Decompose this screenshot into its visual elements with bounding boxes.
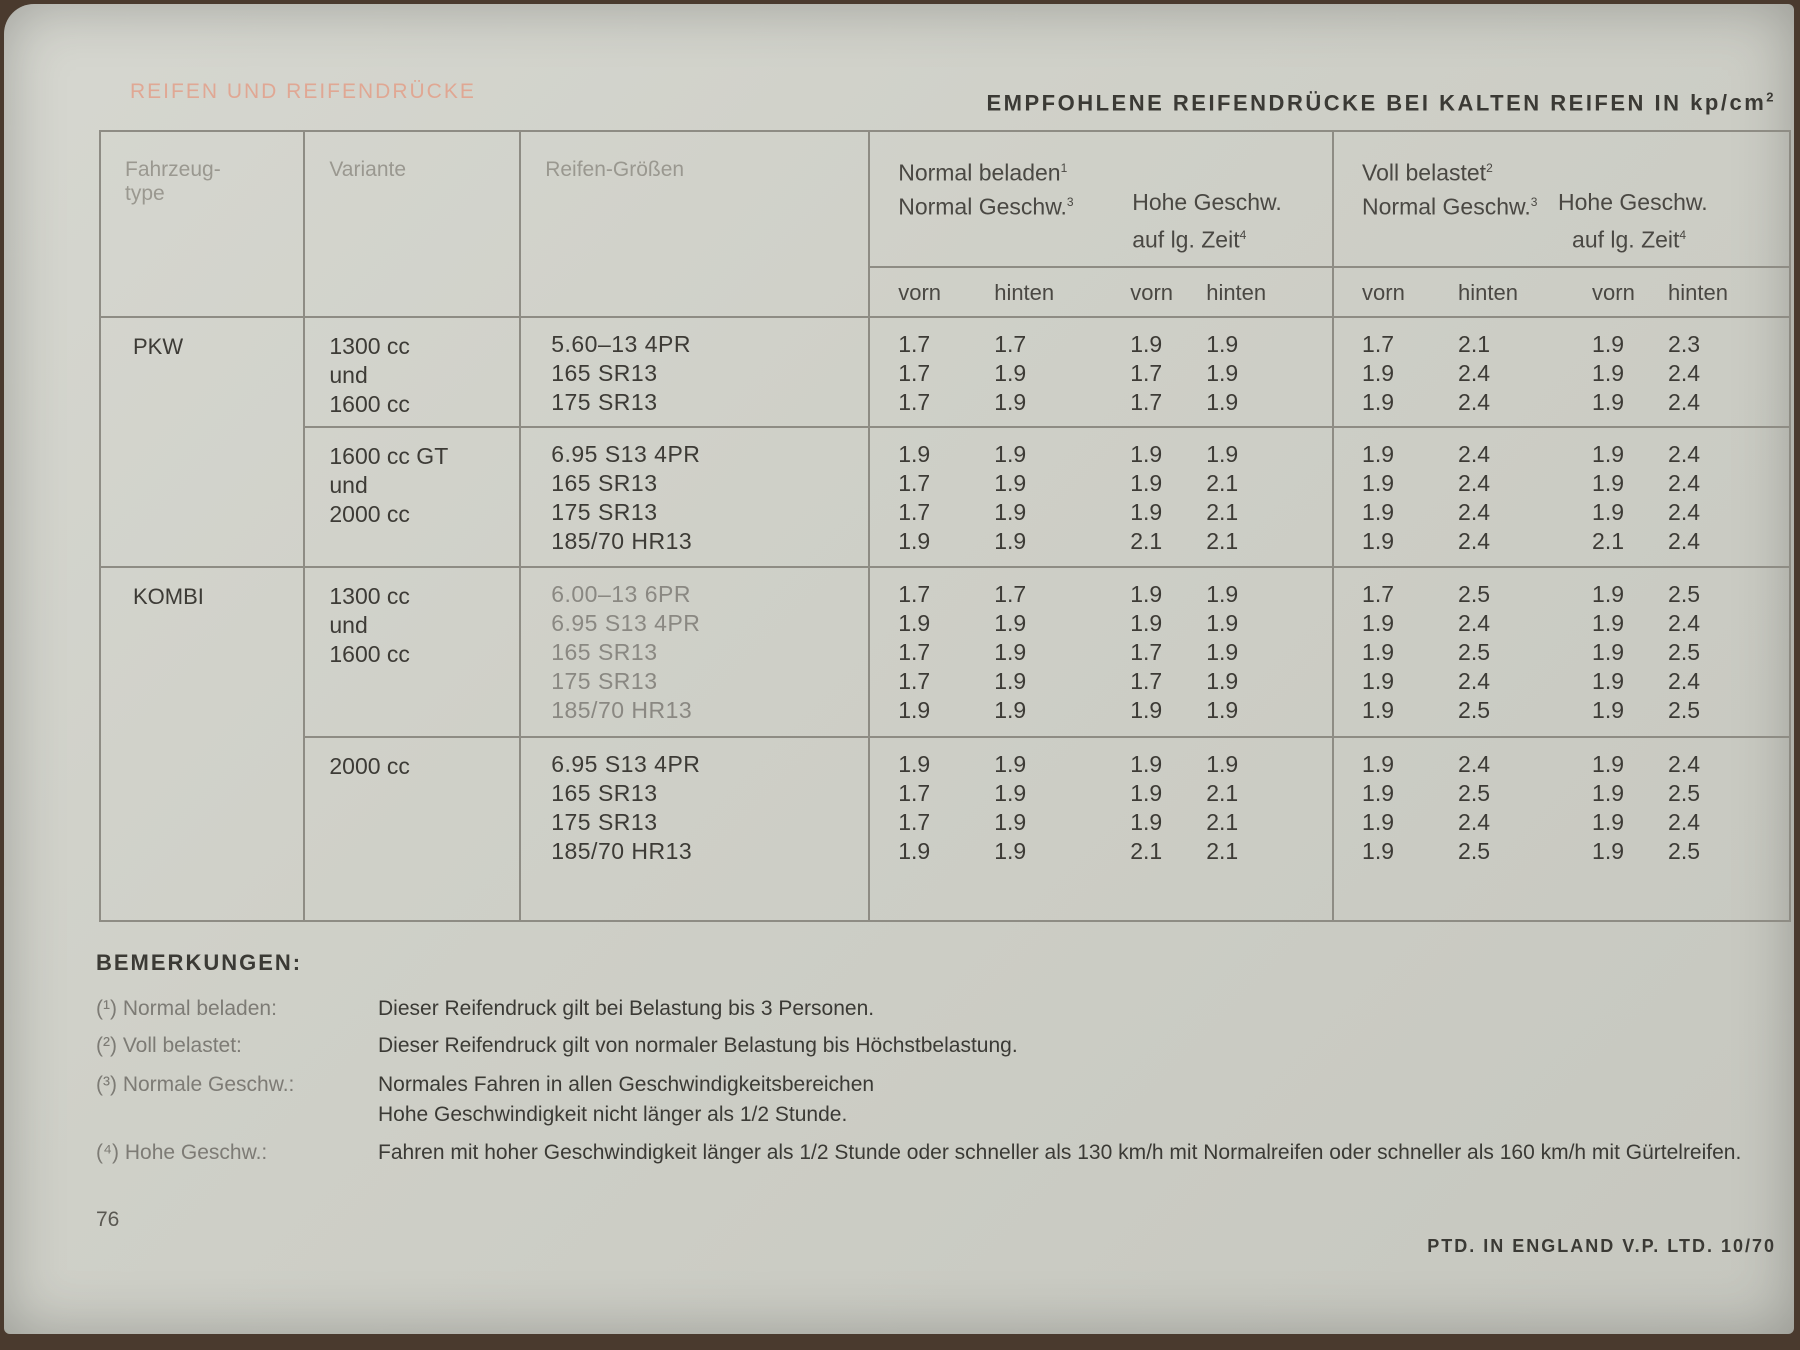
front-pressure: 1.9: [1130, 331, 1163, 357]
rear-pressure: 2.4: [1668, 528, 1701, 554]
remark-key: (²) Voll belastet:: [96, 1034, 242, 1057]
front-pressure: 1.7: [898, 331, 931, 357]
pressure-row: [898, 359, 1332, 388]
front-pressure: 1.7: [898, 581, 931, 607]
front-pressure: 1.9: [1362, 499, 1395, 525]
rear-pressure: 1.9: [1206, 441, 1239, 467]
front-pressure: 1.9: [1130, 470, 1163, 496]
tire-size: 5.60–13 4PR: [551, 331, 691, 357]
rear-pressure: 2.4: [1458, 360, 1491, 386]
rear-pressure: 2.1: [1206, 499, 1239, 525]
rear-pressure: 2.4: [1668, 809, 1701, 835]
pressure-row: [898, 779, 1332, 808]
rear-pressure: 1.9: [994, 697, 1027, 723]
front-pressure: 1.9: [1130, 610, 1163, 636]
tire-size: 185/70 HR13: [551, 697, 693, 723]
front-pressure: 1.9: [1362, 809, 1395, 835]
rear-pressure: 1.9: [994, 499, 1027, 525]
rear-pressure: 1.7: [994, 581, 1027, 607]
rear-pressure: 2.4: [1458, 751, 1491, 777]
pressure-row: [898, 750, 1332, 779]
front-pressure: 1.9: [1592, 470, 1625, 496]
rear-pressure: 2.4: [1458, 610, 1491, 636]
front-pressure: 1.9: [1362, 639, 1395, 665]
front-pressure: 1.7: [898, 639, 931, 665]
front-pressure: 1.9: [1130, 441, 1163, 467]
rear-pressure: 2.4: [1458, 441, 1491, 467]
full-load-values: [1333, 427, 1790, 567]
header-variant: Variante: [304, 131, 520, 317]
front-pressure: 1.9: [898, 697, 931, 723]
rear-pressure: 2.5: [1458, 581, 1491, 607]
tire-size: 165 SR13: [551, 780, 658, 806]
pressure-row: [1362, 388, 1789, 417]
rear-pressure: 1.9: [1206, 389, 1239, 415]
rear-pressure: 2.5: [1458, 697, 1491, 723]
pressure-row: [1362, 837, 1789, 866]
rear-pressure: 1.9: [1206, 697, 1239, 723]
remark-key: (¹) Normal beladen:: [96, 997, 277, 1020]
rear-pressure: 2.1: [1206, 809, 1239, 835]
rear-pressure: 1.9: [994, 838, 1027, 864]
pressure-row: [898, 469, 1332, 498]
rear-pressure: 1.9: [1206, 610, 1239, 636]
pressure-row: [898, 609, 1332, 638]
rear-pressure: 1.9: [994, 389, 1027, 415]
rear-pressure: 1.9: [1206, 360, 1239, 386]
pressure-row: [898, 837, 1332, 866]
front-pressure: 1.7: [898, 360, 931, 386]
pressure-row: [1362, 609, 1789, 638]
front-pressure: 1.9: [1592, 331, 1625, 357]
pressure-row: [1362, 580, 1789, 609]
remark-item: [96, 1031, 1798, 1061]
pressure-row: [898, 580, 1332, 609]
tire-size: 165 SR13: [551, 470, 658, 496]
front-pressure: 1.9: [1362, 668, 1395, 694]
front-pressure: 2.1: [1130, 838, 1163, 864]
remark-key: (³) Normale Geschw.:: [96, 1073, 295, 1096]
pressure-row: [898, 388, 1332, 417]
front-pressure: 1.9: [1592, 610, 1625, 636]
remark-item: [96, 1138, 1798, 1168]
front-pressure: 1.9: [898, 441, 931, 467]
rear-pressure: 1.9: [994, 441, 1027, 467]
normal-load-values: [869, 317, 1333, 427]
front-pressure: 1.7: [1130, 360, 1163, 386]
tire-size: 175 SR13: [551, 499, 658, 525]
tire-size: 175 SR13: [551, 668, 658, 694]
rear-pressure: 2.4: [1458, 470, 1491, 496]
tire-sizes-cell: [520, 567, 869, 737]
header-fully-loaded: Voll belastet$^2$ Normal Geschw.$^3$ Hohe Geschw. auf lg. Zeit$^4$: [1333, 131, 1790, 267]
rear-pressure: 1.9: [994, 639, 1027, 665]
rear-pressure: 2.4: [1668, 499, 1701, 525]
front-pressure: 1.7: [1130, 668, 1163, 694]
front-pressure: 1.9: [1592, 751, 1625, 777]
front-pressure: 1.9: [1362, 389, 1395, 415]
header-normal-loaded: Normal beladen$^1$ Normal Geschw.$^3$ Hohe Geschw. auf lg. Zeit$^4$: [869, 131, 1333, 267]
remark-text: Fahren mit hoher Geschwindigkeit länger als 1/2 Stunde oder schneller als 130 km/h mit Normalreifen oder schneller als 160 km/h mit Gürtelreifen.: [378, 1141, 1742, 1164]
rear-pressure: 1.9: [994, 809, 1027, 835]
front-pressure: 1.7: [898, 809, 931, 835]
rear-pressure: 1.7: [994, 331, 1027, 357]
rear-pressure: 2.4: [1458, 668, 1491, 694]
variant-cell: 2000 cc: [304, 737, 520, 921]
front-pressure: 1.9: [1362, 751, 1395, 777]
tire-size: 6.95 S13 4PR: [551, 610, 701, 636]
pressure-row: [1362, 779, 1789, 808]
front-pressure: 1.9: [1362, 610, 1395, 636]
pressure-row: [1362, 667, 1789, 696]
rear-pressure: 2.4: [1668, 389, 1701, 415]
rear-pressure: 1.9: [994, 668, 1027, 694]
printer-footer: PTD. IN ENGLAND V.P. LTD. 10/70: [1427, 1236, 1776, 1256]
pressure-row: [898, 498, 1332, 527]
manual-page: [4, 4, 1794, 1334]
pressure-row: [898, 638, 1332, 667]
table-body: [100, 317, 1790, 921]
front-pressure: 1.7: [1130, 389, 1163, 415]
rear-pressure: 1.9: [1206, 331, 1239, 357]
section-title: REIFEN UND REIFENDRÜCKE: [130, 80, 476, 103]
pressure-row: [1362, 750, 1789, 779]
header-tire-sizes: Reifen-Größen: [520, 131, 869, 317]
pressure-row: [1362, 808, 1789, 837]
front-pressure: 1.9: [1362, 697, 1395, 723]
tire-size: 185/70 HR13: [551, 528, 693, 554]
front-pressure: 1.7: [1362, 581, 1395, 607]
front-pressure: 1.9: [1592, 780, 1625, 806]
vehicle-type-pkw: PKW: [100, 317, 304, 567]
pressure-row: [1362, 696, 1789, 725]
front-pressure: 1.9: [1592, 697, 1625, 723]
front-pressure: 1.9: [1130, 697, 1163, 723]
rear-pressure: 1.9: [994, 470, 1027, 496]
front-pressure: 1.9: [898, 610, 931, 636]
tire-size: 165 SR13: [551, 360, 658, 386]
rear-pressure: 2.4: [1668, 470, 1701, 496]
page-number: 76: [96, 1208, 120, 1231]
rear-pressure: 2.1: [1206, 838, 1239, 864]
front-pressure: 1.9: [1592, 499, 1625, 525]
front-pressure: 1.9: [1130, 809, 1163, 835]
front-pressure: 1.9: [1362, 360, 1395, 386]
front-pressure: 1.7: [898, 389, 931, 415]
table-row: [100, 317, 1790, 427]
pressure-row: [1362, 498, 1789, 527]
table-row: [100, 427, 1790, 567]
rear-pressure: 1.9: [1206, 668, 1239, 694]
rear-pressure: 2.3: [1668, 331, 1701, 357]
remarks-title: BEMERKUNGEN:: [96, 950, 303, 975]
rear-pressure: 2.4: [1458, 809, 1491, 835]
full-load-values: [1333, 737, 1790, 921]
front-pressure: 1.9: [1130, 780, 1163, 806]
front-pressure: 1.7: [1362, 331, 1395, 357]
front-pressure: 1.9: [898, 838, 931, 864]
variant-cell: 1300 cc und 1600 cc: [304, 317, 520, 427]
front-pressure: 1.9: [1362, 528, 1395, 554]
rear-pressure: 1.9: [994, 610, 1027, 636]
variant-cell: 1600 cc GT und 2000 cc: [304, 427, 520, 567]
front-pressure: 1.7: [898, 780, 931, 806]
remark-text: Dieser Reifendruck gilt von normaler Belastung bis Höchstbelastung.: [378, 1034, 1018, 1057]
vehicle-type-kombi: KOMBI: [100, 567, 304, 921]
rear-pressure: 2.1: [1458, 331, 1491, 357]
tire-pressure-table: [99, 130, 1791, 922]
tire-size: 6.95 S13 4PR: [551, 751, 701, 777]
rear-pressure: 2.4: [1668, 751, 1701, 777]
pressure-row: [1362, 440, 1789, 469]
front-pressure: 1.9: [1592, 360, 1625, 386]
front-pressure: 1.9: [1592, 639, 1625, 665]
remark-item: [96, 994, 1798, 1024]
rear-pressure: 1.9: [994, 780, 1027, 806]
rear-pressure: 2.4: [1458, 389, 1491, 415]
remark-text: Normales Fahren in allen Geschwindigkeitsbereichen Hohe Geschwindigkeit nicht länger als 1/2 Stunde.: [378, 1073, 875, 1126]
pressure-row: [898, 330, 1332, 359]
front-pressure: 1.7: [898, 499, 931, 525]
front-pressure: 1.9: [1130, 499, 1163, 525]
front-pressure: 1.9: [1362, 838, 1395, 864]
tire-size: 165 SR13: [551, 639, 658, 665]
front-pressure: 1.9: [1592, 668, 1625, 694]
tire-size: 175 SR13: [551, 389, 658, 415]
rear-pressure: 2.5: [1668, 780, 1701, 806]
rear-pressure: 2.1: [1206, 528, 1239, 554]
front-pressure: 1.9: [1592, 441, 1625, 467]
front-pressure: 1.9: [1130, 751, 1163, 777]
front-pressure: 2.1: [1130, 528, 1163, 554]
rear-pressure: 2.5: [1668, 639, 1701, 665]
remark-item: [96, 1070, 1798, 1130]
front-pressure: 1.9: [1592, 838, 1625, 864]
front-pressure: 1.7: [1130, 639, 1163, 665]
front-pressure: 1.9: [1362, 441, 1395, 467]
header-vehicle-type: Fahrzeug- type: [100, 131, 304, 317]
pressure-row: [1362, 469, 1789, 498]
full-load-values: [1333, 317, 1790, 427]
rear-pressure: 2.4: [1458, 528, 1491, 554]
unit-label: $kp/cm^2$: [1690, 90, 1776, 116]
pressure-row: [1362, 638, 1789, 667]
rear-pressure: 2.4: [1668, 610, 1701, 636]
front-pressure: 1.9: [898, 751, 931, 777]
tire-size: 175 SR13: [551, 809, 658, 835]
front-pressure: 1.7: [898, 668, 931, 694]
pressure-row: [898, 808, 1332, 837]
table-row: [100, 737, 1790, 921]
front-pressure: 1.9: [1592, 389, 1625, 415]
front-pressure: 1.9: [1130, 581, 1163, 607]
remark-text: Dieser Reifendruck gilt bei Belastung bis 3 Personen.: [378, 997, 875, 1020]
main-title-text: EMPFOHLENE REIFENDRÜCKE BEI KALTEN REIFEN IN: [986, 90, 1682, 116]
rear-pressure: 2.4: [1668, 668, 1701, 694]
rear-pressure: 2.1: [1206, 780, 1239, 806]
rear-pressure: 1.9: [994, 528, 1027, 554]
rear-pressure: 2.1: [1206, 470, 1239, 496]
pressure-row: [1362, 330, 1789, 359]
tire-sizes-cell: [520, 317, 869, 427]
tire-size: 6.00–13 6PR: [551, 581, 691, 607]
rear-pressure: 1.9: [1206, 581, 1239, 607]
rear-pressure: 2.5: [1668, 838, 1701, 864]
rear-pressure: 1.9: [1206, 751, 1239, 777]
pressure-row: [1362, 527, 1789, 556]
rear-pressure: 1.9: [1206, 639, 1239, 665]
rear-pressure: 1.9: [994, 751, 1027, 777]
pressure-row: [898, 527, 1332, 556]
front-pressure: 1.7: [898, 470, 931, 496]
subheader-full: vorn hinten vorn hinten: [1333, 267, 1790, 317]
normal-load-values: [869, 567, 1333, 737]
rear-pressure: 2.5: [1668, 697, 1701, 723]
tire-size: 185/70 HR13: [551, 838, 693, 864]
rear-pressure: 2.5: [1458, 780, 1491, 806]
rear-pressure: 2.5: [1458, 838, 1491, 864]
remark-key: (⁴) Hohe Geschw.:: [96, 1141, 268, 1164]
front-pressure: 1.9: [1592, 809, 1625, 835]
tire-sizes-cell: [520, 737, 869, 921]
front-pressure: 1.9: [898, 528, 931, 554]
rear-pressure: 1.9: [994, 360, 1027, 386]
tire-sizes-cell: [520, 427, 869, 567]
rear-pressure: 2.5: [1668, 581, 1701, 607]
rear-pressure: 2.4: [1668, 441, 1701, 467]
subheader-normal: vorn hinten vorn hinten: [869, 267, 1333, 317]
main-title: [986, 90, 1776, 116]
normal-load-values: [869, 737, 1333, 921]
pressure-row: [898, 440, 1332, 469]
rear-pressure: 2.4: [1458, 499, 1491, 525]
variant-cell: 1300 cc und 1600 cc: [304, 567, 520, 737]
normal-load-values: [869, 427, 1333, 567]
table-row: [100, 567, 1790, 737]
pressure-row: [898, 696, 1332, 725]
full-load-values: [1333, 567, 1790, 737]
rear-pressure: 2.4: [1668, 360, 1701, 386]
rear-pressure: 2.5: [1458, 639, 1491, 665]
front-pressure: 1.9: [1362, 470, 1395, 496]
pressure-row: [1362, 359, 1789, 388]
front-pressure: 1.9: [1362, 780, 1395, 806]
front-pressure: 1.9: [1592, 581, 1625, 607]
tire-size: 6.95 S13 4PR: [551, 441, 701, 467]
front-pressure: 2.1: [1592, 528, 1625, 554]
pressure-row: [898, 667, 1332, 696]
